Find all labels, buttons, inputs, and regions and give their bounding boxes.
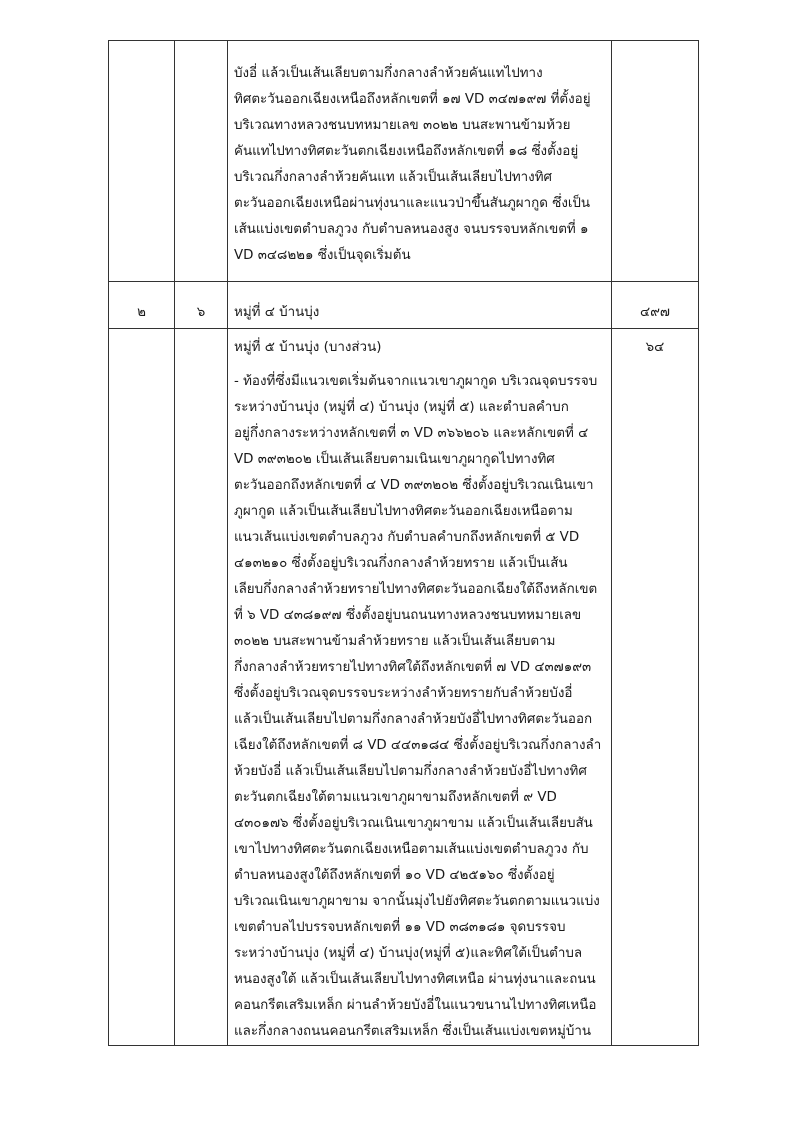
- text-line: - ท้องที่ซึ่งมีแนวเขตเริ่มต้นจากแนวเขาภูผากูด บริเวณจุดบรรจบ: [234, 374, 598, 389]
- text-line: ตะวันออกเฉียงเหนือผ่านทุ่งนาและแนวป่าขึ้นสันภูผากูด ซึ่งเป็น: [234, 196, 591, 211]
- village-heading: หมู่ที่ ๕ บ้านบุ่ง (บางส่วน): [234, 340, 382, 355]
- boundary-table: [108, 40, 699, 1046]
- text-line: เฉียงใต้ถึงหลักเขตที่ ๘ VD ๔๔๓๑๘๔ ซึ่งตั้งอยู่บริเวณกึ่งกลางลำ: [234, 738, 602, 753]
- text-line: และกึ่งกลางถนนคอนกรีตเสริมเหล็ก ซึ่งเป็นเส้นแบ่งเขตหมู่บ้าน: [234, 1024, 592, 1039]
- text-line: ตะวันออกถึงหลักเขตที่ ๔ VD ๓๙๓๒๐๒ ซึ่งตั้งอยู่บริเวณเนินเขา: [234, 478, 594, 493]
- text-line: ระหว่างบ้านบุ่ง (หมู่ที่ ๔) บ้านบุ่ง (หมู่ที่ ๕) และตำบลคำบก: [234, 400, 569, 415]
- text-line: บริเวณเนินเขาภูผาขาม จากนั้นมุ่งไปยังทิศตะวันตกตามแนวแบ่ง: [234, 894, 600, 909]
- text-line: แล้วเป็นเส้นเลียบไปตามกึ่งกลางลำห้วยบังอี่ไปทางทิศตะวันออก: [234, 712, 593, 727]
- table-row: [109, 282, 699, 329]
- text-line: ภูผากูด แล้วเป็นเส้นเลียบไปทางทิศตะวันออกเฉียงเหนือตาม: [234, 504, 573, 519]
- text-line: ๔๑๓๒๑๐ ซึ่งตั้งอยู่บริเวณกึ่งกลางลำห้วยทราย แล้วเป็นเส้น: [234, 556, 568, 571]
- text-line: ตะวันตกเฉียงใต้ตามแนวเขาภูผาขามถึงหลักเขตที่ ๙ VD: [234, 790, 557, 805]
- text-line: ที่ ๖ VD ๔๓๘๑๙๗ ซึ่งตั้งอยู่บนถนนทางหลวงชนบทหมายเลข: [234, 608, 582, 623]
- text-line: ๔๓๐๑๗๖ ซึ่งตั้งอยู่บริเวณเนินเขาภูผาขาม แล้วเป็นเส้นเลียบสัน: [234, 816, 593, 831]
- cell-number: [109, 41, 175, 282]
- cell-count: ๖๔: [612, 329, 699, 1046]
- text-line: เส้นแบ่งเขตตำบลภูวง กับตำบลหนองสูง จนบรรจบหลักเขตที่ ๑: [234, 222, 589, 237]
- text-line: เขตตำบลไปบรรจบหลักเขตที่ ๑๑ VD ๓๘๓๑๘๑ จุดบรรจบ: [234, 920, 566, 935]
- text-line: VD ๓๔๘๒๒๑ ซึ่งเป็นจุดเริ่มต้น: [234, 248, 411, 263]
- text-line: กึ่งกลางลำห้วยทรายไปทางทิศใต้ถึงหลักเขตที่ ๗ VD ๔๓๗๑๙๓: [234, 660, 592, 675]
- text-line: แนวเส้นแบ่งเขตตำบลภูวง กับตำบลคำบกถึงหลักเขตที่ ๕ VD: [234, 530, 580, 545]
- village-heading: หมู่ที่ ๔ บ้านบุ่ง: [234, 305, 320, 320]
- cell-number: ๒: [109, 282, 175, 329]
- table-row: [109, 329, 699, 1046]
- text-line: เขาไปทางทิศตะวันตกเฉียงเหนือตามเส้นแบ่งเขตตำบลภูวง กับ: [234, 842, 589, 857]
- text-line: ห้วยบังอี่ แล้วเป็นเส้นเลียบไปตามกึ่งกลางลำห้วยบังอี่ไปทางทิศ: [234, 764, 587, 779]
- cell-description: [228, 282, 612, 329]
- text-line: บริเวณกึ่งกลางลำห้วยคันแท แล้วเป็นเส้นเลียบไปทางทิศ: [234, 170, 553, 185]
- text-line: เลียบกึ่งกลางลำห้วยทรายไปทางทิศตะวันออกเฉียงใต้ถึงหลักเขต: [234, 582, 598, 597]
- text-line: VD ๓๙๓๒๐๒ เป็นเส้นเลียบตามเนินเขาภูผากูดไปทางทิศ: [234, 452, 555, 467]
- cell-sub-number: [175, 329, 228, 1046]
- text-line: ทิศตะวันออกเฉียงเหนือถึงหลักเขตที่ ๑๗ VD ๓๔๗๑๙๗ ที่ตั้งอยู่: [234, 92, 591, 107]
- text-line: คันแทไปทางทิศตะวันตกเฉียงเหนือถึงหลักเขตที่ ๑๘ ซึ่งตั้งอยู่: [234, 144, 579, 159]
- text-line: ระหว่างบ้านบุ่ง (หมู่ที่ ๔) บ้านบุ่ง(หมู่ที่ ๕)และทิศใต้เป็นตำบล: [234, 946, 583, 961]
- cell-sub-number: [175, 41, 228, 282]
- text-line: อยู่กึ่งกลางระหว่างหลักเขตที่ ๓ VD ๓๖๖๒๐๖ และหลักเขตที่ ๔: [234, 426, 589, 441]
- text-line: บริเวณทางหลวงชนบทหมายเลข ๓๐๒๒ บนสะพานข้ามห้วย: [234, 118, 571, 133]
- text-line: หนองสูงใต้ แล้วเป็นเส้นเลียบไปทางทิศเหนือ ผ่านทุ่งนาและถนน: [234, 972, 596, 987]
- text-line: ตำบลหนองสูงใต้ถึงหลักเขตที่ ๑๐ VD ๔๒๕๑๖๐ ซึ่งตั้งอยู่: [234, 868, 555, 883]
- text-line: บังอี่ แล้วเป็นเส้นเลียบตามกึ่งกลางลำห้วยคันแทไปทาง: [234, 66, 543, 81]
- cell-description: [228, 329, 612, 1046]
- text-line: ๓๐๒๒ บนสะพานข้ามลำห้วยทราย แล้วเป็นเส้นเลียบตาม: [234, 634, 556, 649]
- table-row: [109, 41, 699, 282]
- cell-sub-number: ๖: [175, 282, 228, 329]
- cell-count: [612, 41, 699, 282]
- cell-description: [228, 41, 612, 282]
- cell-count: ๔๙๗: [612, 282, 699, 329]
- text-line: ซึ่งตั้งอยู่บริเวณจุดบรรจบระหว่างลำห้วยทรายกับลำห้วยบังอี่: [234, 686, 573, 701]
- text-line: คอนกรีตเสริมเหล็ก ผ่านลำห้วยบังอี่ในแนวขนานไปทางทิศเหนือ: [234, 998, 597, 1013]
- cell-number: [109, 329, 175, 1046]
